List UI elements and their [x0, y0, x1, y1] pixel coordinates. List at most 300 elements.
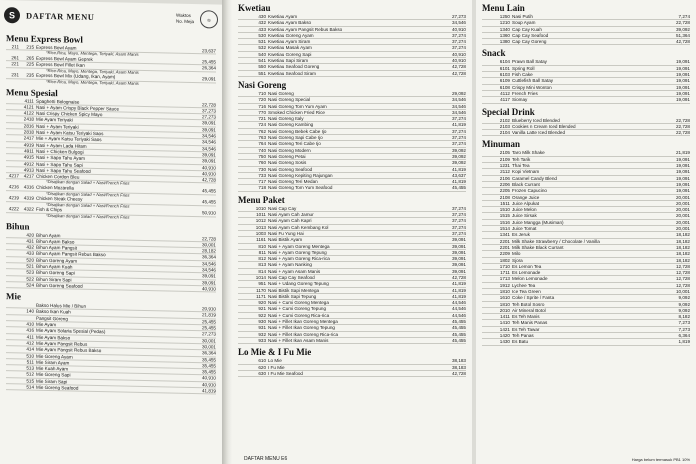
- item-code: 514: [26, 384, 34, 390]
- item-name: Bihun Ayam Pangsit: [36, 244, 78, 251]
- item-code-alt: [482, 130, 496, 135]
- item-code-alt: [482, 39, 496, 44]
- item-code: 1510: [499, 207, 510, 213]
- item-code-alt: [6, 359, 20, 365]
- item-code-alt: [6, 365, 20, 371]
- item-code: 215: [26, 44, 34, 50]
- item-name: Express Bowl Ayam Geprek: [36, 55, 93, 63]
- item-name: Kwetiau Seafood Goreng: [268, 64, 320, 70]
- item-code-alt: [6, 269, 20, 275]
- item-code-alt: [6, 353, 20, 359]
- item-name: Bihun Ayam: [36, 232, 61, 238]
- item-code-alt: [482, 302, 496, 307]
- item-code: 720: [258, 97, 266, 103]
- item-name: Nasi + Ayam Katsu Teriyaki Saos: [36, 129, 104, 137]
- item-name: Mie Ayam Teriyaki: [36, 117, 73, 123]
- item-code: 6103: [499, 72, 510, 78]
- item-code: 1411: [500, 314, 510, 320]
- item-code: 4913: [23, 167, 34, 173]
- item-name: Nasi Crispy Chicken Spicy Mayo: [36, 110, 103, 118]
- item-price: 39,092: [675, 26, 690, 32]
- section-title: Lo Mie & I Fu Mie: [238, 347, 312, 358]
- item-name: Bihun Goreng Sapi: [36, 270, 75, 276]
- item-name: Nasi + Fillet Ikan Goreng Rica-rica: [268, 331, 339, 337]
- item-code: 2109: [499, 156, 510, 162]
- item-name: Nasi + Ayam Goreng Rica-rica: [268, 256, 330, 262]
- item-price: 19,091: [675, 175, 690, 181]
- footer-page-label: DAFTAR MENU E6: [244, 456, 288, 462]
- item-code-alt: [6, 251, 20, 257]
- item-code-alt: 4222: [8, 206, 19, 212]
- item-code: 920: [258, 300, 266, 306]
- item-code: 2201: [499, 238, 510, 244]
- item-code-alt: [238, 97, 252, 102]
- item-price: 34,546: [451, 20, 466, 26]
- item-price: 23,637: [201, 48, 216, 54]
- item-code-alt: [238, 218, 252, 223]
- item-price: 22,728: [201, 235, 216, 242]
- item-name: Nasi Bistik Sapi Tepung: [268, 293, 317, 299]
- item-price: 39,091: [451, 243, 466, 249]
- item-price: 37,274: [451, 45, 466, 51]
- item-code: 235: [26, 73, 34, 79]
- item-price: 19,091: [675, 163, 690, 169]
- item-code: 522: [26, 276, 34, 282]
- item-code-alt: [238, 237, 252, 242]
- item-code: 515: [26, 378, 34, 384]
- item-price: 19,091: [675, 72, 690, 78]
- item-price: 34,546: [201, 139, 216, 145]
- item-code: 630: [258, 370, 266, 376]
- item-price: 44,546: [451, 300, 466, 306]
- menu-item-row: [482, 130, 690, 136]
- item-price: 44,546: [451, 312, 466, 318]
- item-code-alt: [238, 116, 252, 121]
- item-price: 41,819: [201, 388, 216, 394]
- item-code: 4911: [24, 148, 34, 154]
- item-code: 718: [258, 185, 266, 191]
- item-name: Nasi + Ayam Asam Manis: [268, 268, 321, 274]
- item-price: 40,910: [201, 381, 216, 388]
- item-price: 34,546: [451, 109, 466, 115]
- item-code-alt: [6, 104, 20, 110]
- item-code-alt: [238, 294, 252, 299]
- item-code-alt: [482, 276, 496, 281]
- item-code-alt: [238, 135, 252, 140]
- item-code-alt: [482, 66, 496, 71]
- item-code-alt: [482, 33, 496, 38]
- item-code-alt: [6, 346, 20, 352]
- item-price: 41,819: [451, 281, 466, 287]
- item-code-alt: [238, 325, 252, 330]
- halal-seal-icon: ◎: [200, 10, 218, 28]
- item-code-alt: [238, 231, 252, 236]
- item-code-alt: [482, 27, 496, 32]
- menu-item-note: *Disajikan dengan Salad + Nasi/French Fries: [46, 190, 130, 198]
- item-price: 19,091: [675, 65, 690, 71]
- item-code: 6109: [499, 78, 510, 84]
- item-price: 37,274: [451, 39, 466, 45]
- item-code: 410: [26, 321, 34, 327]
- item-code: 933: [258, 337, 266, 343]
- item-price: 10,001: [675, 288, 690, 294]
- item-code: 710: [258, 90, 266, 96]
- item-price: 42,728: [201, 177, 216, 183]
- item-name: Nasi Goreng: [268, 90, 294, 96]
- item-name: Mie Ayam: [36, 321, 57, 328]
- item-price: 12,728: [675, 282, 690, 288]
- item-code-alt: [238, 71, 252, 76]
- item-code: 812: [258, 256, 266, 262]
- item-code-alt: [482, 176, 496, 181]
- item-code: 513: [26, 365, 34, 371]
- item-code: 550: [258, 64, 266, 70]
- item-code: 511: [26, 359, 34, 365]
- menu-item-note: *Rice,Rica, Mayo, Mentega, Teriyaki, Asam Manis: [46, 50, 139, 58]
- item-code-alt: [482, 213, 496, 218]
- item-code: 432: [26, 244, 34, 250]
- item-price: 42,728: [451, 274, 466, 280]
- item-code-alt: [482, 258, 496, 263]
- item-code-alt: [6, 302, 20, 308]
- item-name: Es Lemonade: [512, 270, 541, 276]
- item-price: 35,455: [201, 363, 216, 369]
- item-code: 4912: [23, 161, 34, 167]
- item-code: 523: [26, 269, 34, 276]
- item-price: 39,091: [451, 249, 466, 255]
- item-price: 22,728: [675, 117, 690, 123]
- item-code-alt: [482, 239, 496, 244]
- item-code: 1231: [499, 163, 510, 169]
- item-code: 4121: [23, 104, 34, 110]
- item-code-alt: 211: [11, 44, 19, 50]
- item-code-alt: [6, 135, 20, 141]
- item-price: 36,364: [201, 254, 216, 260]
- item-price: 37,274: [451, 116, 466, 122]
- item-name: Cap Cay Kuah: [512, 26, 542, 32]
- item-name: Caramel Candy Blend: [512, 175, 557, 181]
- item-code-alt: [238, 160, 252, 165]
- section-title: Minuman: [482, 139, 521, 150]
- item-code-alt: [238, 281, 252, 286]
- item-code: 540: [258, 51, 266, 57]
- item-price: 26,364: [201, 65, 216, 71]
- item-name: Nasi Ayam Cah Jamur: [268, 212, 314, 218]
- item-code: 140: [26, 309, 34, 315]
- item-code-alt: [238, 262, 252, 267]
- item-code-alt: [482, 97, 496, 102]
- restaurant-logo: S: [4, 7, 20, 23]
- menu-item-note: *Rice-Rica, Mayo, Mentega, Teriyaki, Asam Manis: [46, 67, 139, 75]
- item-price: 22,728: [675, 20, 690, 26]
- item-price: 19,091: [675, 97, 690, 103]
- item-name: Juice Sirsak: [512, 213, 537, 219]
- item-code: 1912: [499, 282, 510, 288]
- item-code: 733: [258, 172, 266, 178]
- item-code: 2105: [499, 150, 510, 156]
- item-code-alt: [6, 372, 20, 378]
- item-code-alt: [238, 300, 252, 305]
- item-code-alt: [482, 220, 496, 225]
- item-code: 520: [26, 257, 34, 263]
- item-code: 763: [258, 135, 266, 141]
- item-price: 20,001: [675, 207, 690, 213]
- item-name: Chicken Steak Cheesy: [36, 196, 83, 203]
- item-price: 50,910: [201, 210, 216, 216]
- item-name: Nasi Goreng Bebek Cabe Ijo: [268, 128, 327, 134]
- menu-item-row: [482, 39, 690, 45]
- item-code: 4122: [23, 110, 34, 116]
- item-code-alt: [482, 188, 496, 193]
- item-name: Nasi Goreng Petai: [268, 153, 306, 159]
- item-name: Nasi + Cumi Goreng Rica-rica: [268, 312, 330, 318]
- item-name: Nasi + Udang Goreng Tepung: [268, 281, 329, 287]
- section-title: Menu Lain: [482, 3, 525, 13]
- item-code: 4919: [23, 142, 34, 148]
- item-code-alt: [6, 117, 20, 123]
- item-code: 2205: [499, 188, 510, 194]
- item-code-alt: [238, 269, 252, 274]
- item-name: Frozen Capucino: [512, 188, 547, 194]
- item-code: 1014: [255, 274, 266, 280]
- item-code-alt: [482, 295, 496, 300]
- item-name: Juice Tomat: [512, 226, 537, 232]
- item-price: 21,819: [201, 312, 216, 319]
- menu-item-note: *Disajikan dengan Salad + Nasi/French Fries: [46, 179, 130, 187]
- item-code: 2104: [499, 130, 510, 136]
- item-price: 39,092: [451, 160, 466, 166]
- item-name: Nasi + Sapo Tahu Sapi: [36, 161, 83, 168]
- item-code: 1380: [499, 39, 510, 45]
- item-code-alt: [238, 185, 252, 190]
- item-name: Nasi Bistik Sapi Mentega: [268, 287, 320, 293]
- item-code: 951: [258, 281, 266, 287]
- item-code: 1003: [255, 230, 266, 236]
- item-price: 18,182: [675, 244, 690, 250]
- item-code-alt: [482, 283, 496, 288]
- item-name: Melon Lemonade: [512, 276, 548, 282]
- item-name: Kwetiau Ayam: [268, 14, 298, 19]
- item-price: 18,182: [675, 238, 690, 244]
- item-code: 930: [258, 319, 266, 325]
- waktu-label: Waktos: [175, 12, 191, 18]
- item-price: 19,091: [675, 90, 690, 96]
- item-code: 770: [258, 109, 266, 115]
- section-title: Menu Paket: [238, 194, 285, 205]
- item-price: 21,819: [675, 150, 690, 156]
- item-name: Bihun Ayam Bakso: [36, 238, 75, 245]
- item-code: 420: [26, 232, 34, 238]
- item-code-alt: [482, 339, 496, 344]
- item-price: 38,183: [451, 364, 466, 370]
- item-name: Cap Cay Seafood: [512, 32, 549, 38]
- item-price: 34,546: [201, 260, 216, 267]
- item-price: 20,001: [675, 194, 690, 200]
- item-name: Nasi + Fillet Ikan Asam Manis: [268, 337, 329, 343]
- item-code-alt: [6, 263, 20, 269]
- item-name: Es Jeruk: [512, 232, 530, 238]
- item-price: 34,546: [201, 133, 216, 139]
- item-code-alt: [6, 315, 20, 321]
- item-code-alt: [6, 110, 20, 116]
- item-code-alt: [238, 129, 252, 134]
- item-price: 20,001: [675, 213, 690, 219]
- item-code: 814: [258, 268, 266, 274]
- item-price: 12,728: [675, 276, 690, 282]
- item-code: 2818: [23, 129, 34, 135]
- item-name: Nasi Goreng Tom Yum Seafood: [268, 185, 333, 191]
- item-price: 40,910: [451, 58, 466, 64]
- item-code-alt: [238, 39, 252, 44]
- item-name: Es Batu: [512, 339, 529, 345]
- item-code-alt: [482, 333, 496, 338]
- item-price: 42,728: [675, 39, 690, 45]
- item-code-alt: [482, 308, 496, 313]
- item-code-alt: [6, 257, 20, 263]
- item-name: Mie Kuah Ayam: [36, 365, 69, 372]
- item-code: 1515: [499, 213, 510, 219]
- item-price: 25,455: [201, 325, 216, 331]
- section-title: Bihun: [6, 220, 30, 232]
- item-price: 35,455: [201, 356, 216, 363]
- item-price: 45,455: [451, 325, 466, 331]
- item-code: 730: [258, 166, 266, 172]
- item-name: Nasi + Sapo Tahu Ayam: [36, 155, 85, 162]
- item-price: 39,091: [201, 152, 216, 158]
- item-code: 430: [258, 14, 266, 19]
- item-price: 27,273: [201, 331, 216, 337]
- item-code: 6104: [499, 59, 510, 65]
- item-name: Nasi Goreng Special: [268, 97, 311, 103]
- item-name: Coke / Sprite / Fanta: [512, 295, 555, 301]
- item-code: 2108: [499, 194, 510, 200]
- item-code-alt: [482, 150, 496, 155]
- item-price: 20,001: [675, 219, 690, 225]
- item-name: Express Bowl Mix (Udang, Ikan, Ayam): [36, 73, 116, 80]
- item-price: 36,364: [201, 350, 216, 356]
- item-code: 433: [258, 26, 266, 32]
- item-code-alt: [482, 195, 496, 200]
- item-code-alt: [482, 59, 496, 64]
- item-code: 932: [258, 331, 266, 337]
- item-code: 6101: [499, 65, 510, 71]
- item-code: 760: [258, 160, 266, 166]
- item-code-alt: [6, 148, 20, 154]
- item-code: 931: [258, 325, 266, 331]
- item-price: 22,728: [675, 123, 690, 129]
- item-code: 416: [26, 327, 34, 334]
- item-code-alt: [238, 288, 252, 293]
- section-title: Kwetiau: [238, 3, 271, 13]
- item-code-alt: [238, 167, 252, 172]
- item-price: 39,092: [451, 153, 466, 159]
- item-price: 8,182: [678, 314, 690, 320]
- item-name: Spaghetti Bolognaise: [36, 98, 80, 105]
- menu-item-row: [482, 339, 690, 345]
- item-price: 37,273: [201, 108, 216, 114]
- item-code: 532: [258, 45, 266, 51]
- item-name: Chicken Cordon Bleu: [36, 173, 80, 180]
- item-price: 41,819: [451, 122, 466, 128]
- menu-item-row: [238, 185, 466, 191]
- item-code: 1010: [255, 205, 266, 211]
- item-price: 30,001: [201, 337, 216, 344]
- item-price: 39,091: [451, 268, 466, 274]
- item-code-alt: [238, 256, 252, 261]
- item-name: Mie Ayam Pangsit Rebus: [36, 340, 88, 347]
- item-code: 414: [26, 346, 34, 352]
- item-name: Nasi Goreng Kepiting Rajungan: [268, 172, 333, 178]
- item-price: 40,910: [201, 286, 216, 292]
- item-name: Mie + Ayam Katsu Teriyaki Saos: [36, 136, 102, 143]
- item-price: 39,091: [451, 237, 466, 243]
- item-price: 37,274: [451, 224, 466, 230]
- item-code: 2417: [23, 135, 34, 142]
- item-code-alt: [238, 91, 252, 96]
- item-code-alt: 261: [11, 55, 19, 61]
- item-name: Bihun Ayam Kuah: [36, 263, 73, 270]
- item-name: Nasi Cap Cay: [268, 205, 297, 211]
- item-name: Mie Goreng Sapi: [36, 372, 71, 378]
- item-price: 45,455: [451, 185, 466, 191]
- item-code-alt: [482, 124, 496, 129]
- item-price: 6,364: [678, 333, 690, 339]
- item-code-alt: [482, 264, 496, 269]
- item-name: Mie Ayam Solaria Spesial (Pedas): [36, 328, 106, 335]
- item-price: 37,274: [451, 212, 466, 218]
- item-code: 433: [26, 250, 34, 257]
- item-name: Soup Ayam: [512, 20, 536, 26]
- item-price: 45,455: [201, 188, 216, 194]
- item-code: 1430: [499, 339, 510, 345]
- item-name: Nasi Goreng Modern: [268, 147, 311, 153]
- item-code-alt: [238, 141, 252, 146]
- item-name: Nasi Ayam Cah Kapri: [268, 218, 312, 224]
- item-price: 37,274: [451, 135, 466, 141]
- item-code: 541: [258, 58, 266, 64]
- item-code: 4322: [23, 206, 34, 213]
- menu-page-right: [476, 0, 696, 464]
- item-price: 7,273: [678, 326, 690, 332]
- item-price: 19,091: [675, 181, 690, 187]
- item-name: Sjora: [512, 257, 523, 263]
- item-price: 34,546: [451, 97, 466, 103]
- item-name: Nasi Bistik Ayam: [268, 237, 303, 243]
- item-code: 2201: [499, 244, 510, 250]
- item-code: 721: [258, 116, 266, 122]
- item-price: 19,091: [675, 84, 690, 90]
- item-price: 43,637: [451, 172, 466, 178]
- item-name: Es Teh Manis: [512, 314, 540, 320]
- section-title: Nasi Goreng: [238, 79, 287, 90]
- menu-title: DAFTAR MENU: [26, 10, 95, 22]
- item-code-alt: [482, 118, 496, 123]
- item-name: Mie Siram Sapi: [36, 378, 68, 385]
- item-price: 18,182: [675, 251, 690, 257]
- item-price: 12,728: [675, 263, 690, 269]
- item-price: 18,182: [675, 257, 690, 263]
- item-name: Nasi + Sapo Tahu Seafood: [36, 167, 91, 174]
- item-code: 762: [258, 128, 266, 134]
- item-code: 740: [258, 147, 266, 153]
- item-code-alt: [238, 250, 252, 255]
- item-code: 265: [26, 55, 34, 61]
- item-code-alt: [6, 238, 20, 244]
- item-code-alt: [238, 244, 252, 249]
- item-name: Es Lemon Tea: [512, 263, 542, 269]
- item-code-alt: [482, 14, 496, 19]
- item-price: 20,910: [201, 306, 216, 312]
